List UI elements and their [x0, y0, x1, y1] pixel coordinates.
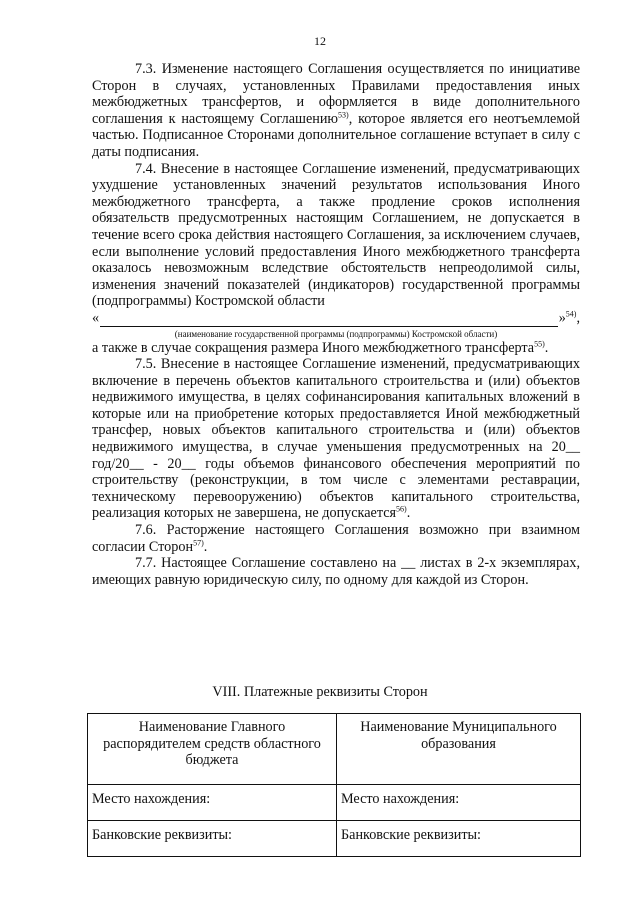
open-quote: « [92, 309, 100, 326]
clause-text: 7.5. Внесение в настоящее Соглашение изменений, предусматривающих включение в перечень объектов капитального строительства и (или) объектов недвижимого имущества, в целях софинансирования капитальных вложений в которые или на приобретение которых предоставляется Иной межбюджетный трансфер, новых объектов капитального строительства и (или) объектов недвижимого имущества, в случае уменьшения предусмотренных на 20__ год/20__ - 20__ годы объемов финансового обеспечения мероприятий по строительству (реконструкции, в том числе с элементами реставрации, техническому перевооружению) объектов капитального строительства, реализация которых не завершена, не допускается [92, 356, 580, 522]
table-cell: Место нахождения: [337, 785, 581, 821]
footnote-ref: 54) [565, 309, 577, 319]
clause-text: 7.6. Расторжение настоящего Соглашения возможно при взаимном согласии Сторон [92, 522, 580, 555]
clause-7-6: 7.6. Расторжение настоящего Соглашения возможно при взаимном согласии Сторон$^{57)}$. [92, 522, 580, 555]
footnote-ref: 55) [534, 338, 545, 348]
table-row [88, 821, 581, 857]
clause-text: 7.4. Внесение в настоящее Соглашение изменений, предусматривающих ухудшение установленных значений результатов использования Иного межбюджетного трансферта, а также продление сроков исполнения обязательств предусмотренных настоящим Соглашением, не допускается в течение всего срока действия настоящего Соглашения, за исключением случаев, если выполнение условий предоставления Иного межбюджетного трансферта оказалось невозможным вследствие обстоятельств непреодолимой силы, изменения значений показателей (индикаторов) государственной программы (подпрограммы) Костромской области [92, 160, 580, 310]
close-quote: »$^{54)}$, [558, 309, 580, 326]
clause-text: 7.3. Изменение настоящего Соглашения осуществляется по инициативе Сторон в случаях, установленных Правилами предоставления иных межбюджетных трансфертов, и оформляется в виде дополнительного соглашения к настоящему Соглашению [92, 61, 580, 127]
page-number: 12 [314, 34, 326, 48]
column-header: Наименование Главного распорядителем средств областного бюджета [88, 714, 337, 785]
clause-7-4 [92, 161, 580, 310]
table-cell: Банковские реквизиты: [337, 821, 581, 857]
table-row [88, 785, 581, 821]
clause-7-5: 7.5. Внесение в настоящее Соглашение изменений, предусматривающих включение в перечень объектов капитального строительства и (или) объектов недвижимого имущества, в целях софинансирования капитальных вложений в которые или на приобретение которых предоставляется Иной межбюджетный трансфер, новых объектов капитального строительства и (или) объектов недвижимого имущества, в случае уменьшения предусмотренных на 20__ год/20__ - 20__ годы объемов финансового обеспечения мероприятий по строительству (реконструкции, в том числе с элементами реставрации, техническому перевооружению) объектов капитального строительства, реализация которых не завершена, не допускается$^{56)}$. [92, 356, 580, 522]
clause-text-tail: а также в случае сокращения размера Иного межбюджетного трансферта [92, 339, 535, 356]
table-cell: Банковские реквизиты: [88, 821, 337, 857]
clause-7-3 [92, 61, 580, 161]
section-title: VIII. Платежные реквизиты Сторон [212, 684, 428, 700]
clause-text-tail: , которое является его неотъемлемой частью. Подписанное Сторонами дополнительное соглашение вступает в силу с даты подписания. [92, 110, 581, 160]
document-body [92, 61, 580, 588]
footnote-ref: 57) [193, 537, 204, 547]
footnote-ref: 56) [396, 504, 407, 514]
blank-caption: (наименование государственной программы (подпрограммы) Костромской области) [174, 328, 498, 339]
clause-7-4-tail: а также в случае сокращения размера Иного межбюджетного трансферта$^{55)}$. [92, 338, 549, 356]
program-name-blank [92, 310, 580, 327]
table-header-row [88, 714, 581, 785]
blank-line [100, 313, 558, 327]
clause-7-7: 7.7. Настоящее Соглашение составлено на __ листах в 2-х экземплярах, имеющих равную юридическую силу, по одному для каждой из Сторон. [92, 555, 580, 588]
table-cell: Место нахождения: [88, 785, 337, 821]
column-header: Наименование Муниципального образования [337, 714, 581, 785]
payment-details-table [87, 713, 581, 857]
footnote-ref: 53) [338, 110, 349, 120]
